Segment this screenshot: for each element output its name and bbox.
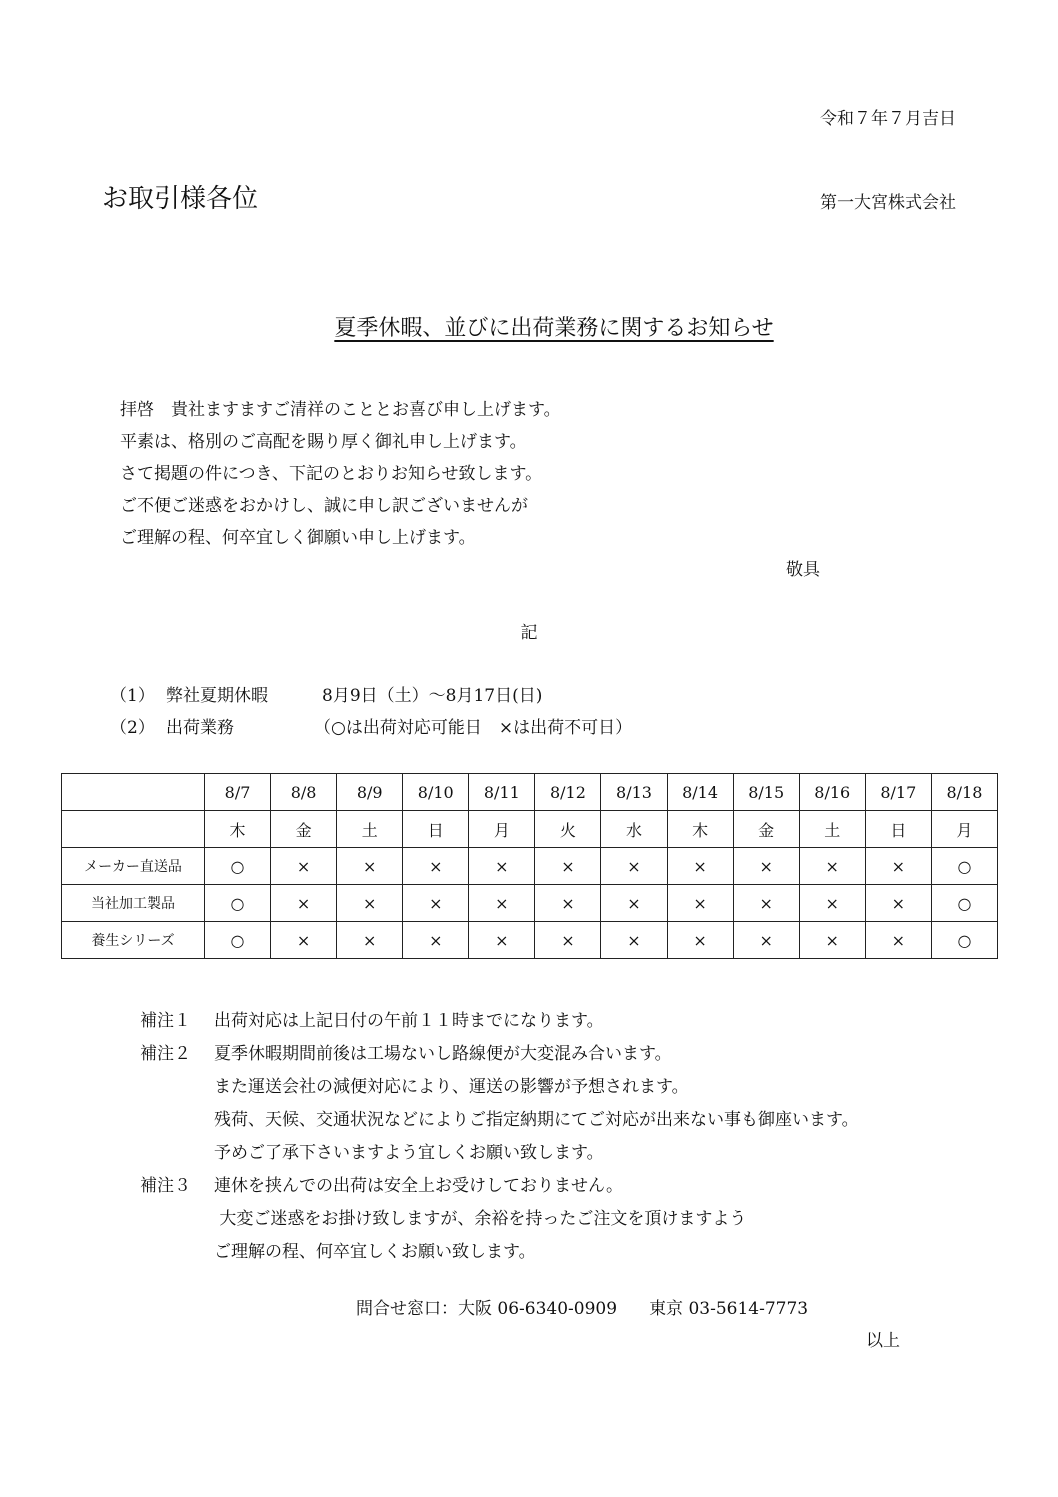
mark-cell: × bbox=[667, 922, 733, 959]
note-line: ご理解の程、何卒宜しくお願い致します。 bbox=[214, 1242, 536, 1262]
item-holiday bbox=[110, 681, 542, 706]
weekday-cell: 土 bbox=[337, 811, 403, 848]
notice-title: 夏季休暇、並びに出荷業務に関するお知らせ bbox=[334, 316, 774, 341]
note-3-continued bbox=[140, 1236, 859, 1269]
document-date: 令和７年７月吉日 bbox=[820, 109, 956, 129]
date-cell: 8/14 bbox=[667, 774, 733, 811]
mark-cell: × bbox=[733, 885, 799, 922]
weekday-cell: 金 bbox=[733, 811, 799, 848]
mark-cell: × bbox=[865, 885, 931, 922]
item-number: （2） bbox=[110, 718, 155, 738]
note-line: 予めご了承下さいますよう宜しくお願い致します。 bbox=[214, 1143, 604, 1163]
mark-cell: × bbox=[337, 848, 403, 885]
row-label: 養生シリーズ bbox=[62, 922, 205, 959]
mark-cell: ○ bbox=[931, 848, 997, 885]
mark-cell: × bbox=[337, 922, 403, 959]
contact-line bbox=[356, 1294, 808, 1319]
note-label: 補注３ bbox=[140, 1176, 191, 1196]
greeting-line: ご不便ご迷惑をおかけし、誠に申し訳ございませんが bbox=[120, 496, 528, 516]
item-value: （○は出荷対応可能日 ×は出荷不可日） bbox=[314, 718, 633, 738]
weekday-cell: 土 bbox=[799, 811, 865, 848]
mark-cell: × bbox=[799, 922, 865, 959]
mark-cell: ○ bbox=[931, 922, 997, 959]
mark-cell: × bbox=[601, 922, 667, 959]
table-corner-cell bbox=[62, 774, 205, 811]
table-row-weekdays bbox=[62, 811, 998, 848]
notice-title-block bbox=[0, 311, 1058, 342]
item-number: （1） bbox=[110, 686, 155, 706]
note-2-continued bbox=[140, 1104, 859, 1137]
greeting-line: さて掲題の件につき、下記のとおりお知らせ致します。 bbox=[120, 464, 543, 484]
ki-heading: 記 bbox=[520, 623, 538, 643]
table-row-dates bbox=[62, 774, 998, 811]
mark-cell: × bbox=[667, 848, 733, 885]
mark-cell: × bbox=[403, 848, 469, 885]
weekday-cell: 日 bbox=[865, 811, 931, 848]
note-2-continued bbox=[140, 1137, 859, 1170]
date-cell: 8/12 bbox=[535, 774, 601, 811]
mark-cell: × bbox=[469, 885, 535, 922]
note-line: 夏季休暇期間前後は工場ないし路線便が大変混み合います。 bbox=[214, 1044, 672, 1064]
note-1 bbox=[140, 1005, 859, 1038]
mark-cell: ○ bbox=[205, 922, 271, 959]
table-row bbox=[62, 885, 998, 922]
mark-cell: ○ bbox=[205, 848, 271, 885]
greeting-line: 拝啓 貴社ますますご清祥のこととお喜び申し上げます。 bbox=[120, 400, 561, 420]
contact-osaka: 問合せ窓口：大阪 06-6340-0909 bbox=[356, 1299, 618, 1319]
table-empty-cell bbox=[62, 811, 205, 848]
mark-cell: × bbox=[403, 885, 469, 922]
closing-keigu: 敬具 bbox=[786, 560, 820, 580]
mark-cell: × bbox=[601, 885, 667, 922]
contact-tokyo: 東京 03-5614-7773 bbox=[649, 1299, 809, 1319]
note-line: 残荷、天候、交通状況などによりご指定納期にてご対応が出来ない事も御座います。 bbox=[214, 1110, 859, 1130]
mark-cell: × bbox=[469, 922, 535, 959]
weekday-cell: 水 bbox=[601, 811, 667, 848]
mark-cell: × bbox=[337, 885, 403, 922]
table-row bbox=[62, 848, 998, 885]
greeting-line: 平素は、格別のご高配を賜り厚く御礼申し上げます。 bbox=[120, 432, 527, 452]
weekday-cell: 月 bbox=[469, 811, 535, 848]
note-3-continued bbox=[140, 1203, 859, 1236]
row-label: 当社加工製品 bbox=[62, 885, 205, 922]
date-cell: 8/16 bbox=[799, 774, 865, 811]
mark-cell: × bbox=[271, 848, 337, 885]
date-cell: 8/18 bbox=[931, 774, 997, 811]
recipient: お取引様各位 bbox=[102, 184, 259, 214]
note-line: 連休を挟んでの出荷は安全上お受けしておりません。 bbox=[214, 1176, 624, 1196]
date-cell: 8/8 bbox=[271, 774, 337, 811]
weekday-cell: 月 bbox=[931, 811, 997, 848]
note-label: 補注１ bbox=[140, 1011, 191, 1031]
date-cell: 8/17 bbox=[865, 774, 931, 811]
company-name: 第一大宮株式会社 bbox=[820, 193, 956, 213]
notes-section bbox=[140, 1005, 859, 1269]
mark-cell: × bbox=[535, 922, 601, 959]
mark-cell: × bbox=[865, 922, 931, 959]
mark-cell: × bbox=[667, 885, 733, 922]
mark-cell: × bbox=[271, 922, 337, 959]
note-2 bbox=[140, 1038, 859, 1071]
mark-cell: × bbox=[865, 848, 931, 885]
mark-cell: × bbox=[799, 848, 865, 885]
shipping-schedule-table bbox=[61, 773, 998, 959]
table-row bbox=[62, 922, 998, 959]
mark-cell: × bbox=[535, 848, 601, 885]
mark-cell: × bbox=[535, 885, 601, 922]
mark-cell: × bbox=[403, 922, 469, 959]
note-3 bbox=[140, 1170, 859, 1203]
note-line: また運送会社の減便対応により、運送の影響が予想されます。 bbox=[214, 1077, 689, 1097]
weekday-cell: 木 bbox=[667, 811, 733, 848]
mark-cell: × bbox=[601, 848, 667, 885]
note-line: 出荷対応は上記日付の午前１１時までになります。 bbox=[214, 1011, 604, 1031]
mark-cell: × bbox=[799, 885, 865, 922]
mark-cell: × bbox=[469, 848, 535, 885]
greeting-line: ご理解の程、何卒宜しく御願い申し上げます。 bbox=[120, 528, 476, 548]
mark-cell: × bbox=[271, 885, 337, 922]
date-cell: 8/7 bbox=[205, 774, 271, 811]
closing-ijou: 以上 bbox=[866, 1331, 900, 1351]
mark-cell: ○ bbox=[931, 885, 997, 922]
note-line: 大変ご迷惑をお掛け致しますが、余裕を持ったご注文を頂けますよう bbox=[214, 1209, 747, 1229]
date-cell: 8/13 bbox=[601, 774, 667, 811]
row-label: メーカー直送品 bbox=[62, 848, 205, 885]
item-label: 弊社夏期休暇 bbox=[166, 686, 268, 706]
note-2-continued bbox=[140, 1071, 859, 1104]
mark-cell: × bbox=[733, 848, 799, 885]
mark-cell: × bbox=[733, 922, 799, 959]
date-cell: 8/10 bbox=[403, 774, 469, 811]
greeting-paragraph bbox=[120, 394, 561, 554]
item-value: 8月9日（土）～8月17日(日) bbox=[322, 686, 543, 706]
date-cell: 8/15 bbox=[733, 774, 799, 811]
weekday-cell: 日 bbox=[403, 811, 469, 848]
date-cell: 8/9 bbox=[337, 774, 403, 811]
item-shipping bbox=[110, 713, 632, 738]
weekday-cell: 火 bbox=[535, 811, 601, 848]
weekday-cell: 木 bbox=[205, 811, 271, 848]
date-cell: 8/11 bbox=[469, 774, 535, 811]
item-label: 出荷業務 bbox=[166, 718, 234, 738]
mark-cell: ○ bbox=[205, 885, 271, 922]
note-label: 補注２ bbox=[140, 1044, 191, 1064]
weekday-cell: 金 bbox=[271, 811, 337, 848]
